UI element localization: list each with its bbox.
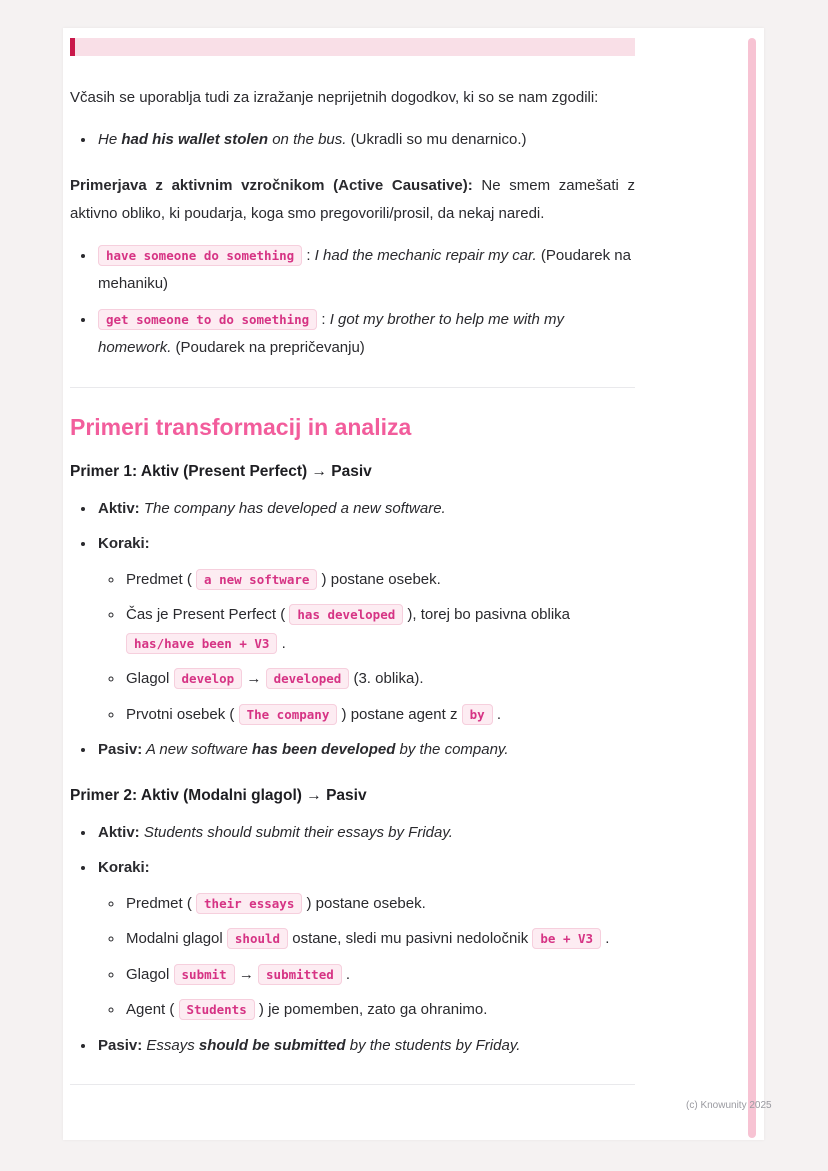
text: Koraki:	[98, 535, 150, 553]
text: Modalni glagol	[126, 930, 227, 948]
page-edge-accent	[748, 38, 756, 1138]
text: I had the mechanic repair my car.	[314, 246, 537, 264]
text: .	[277, 634, 286, 652]
text: Aktiv:	[98, 823, 140, 841]
koraki-sublist	[98, 890, 635, 1025]
text: has been developed	[251, 741, 396, 759]
text: ) postane agent z	[337, 705, 462, 723]
example-1-title: Primer 1: Aktiv (Present Perfect) → Pasiv	[70, 462, 372, 480]
text: by the company.	[395, 741, 509, 759]
text: →	[242, 670, 266, 688]
text: .	[492, 705, 502, 723]
text: .	[601, 930, 610, 948]
text: Prvotni osebek (	[126, 705, 239, 723]
code-chip: has developed	[289, 604, 403, 625]
code-chip: develop	[174, 668, 243, 689]
text: Včasih se uporablja tudi za izražanje neprijetnih dogodkov, ki so se nam zgodili:	[70, 89, 599, 106]
list-item	[96, 126, 635, 155]
list-item	[124, 961, 635, 990]
code-chip: Students	[179, 999, 255, 1020]
list-item	[124, 566, 635, 595]
text: ) je pomemben, zato ga ohranimo.	[254, 1001, 488, 1019]
list-item	[124, 665, 635, 694]
divider	[70, 387, 635, 388]
causative-paragraph	[70, 172, 635, 228]
text: .	[341, 965, 351, 983]
intro-paragraph	[70, 84, 635, 112]
list-item-koraki	[96, 530, 635, 729]
code-chip: their essays	[196, 893, 302, 914]
text: (Poudarek na mehaniku)	[98, 246, 631, 293]
text: A new software	[142, 741, 252, 759]
text: Ne smem zamešati z aktivno obliko, ki poudarja, koga smo pregovorili/prosil, da nekaj naredi.	[70, 177, 635, 222]
code-chip: be + V3	[532, 928, 601, 949]
copyright-watermark: (c) Knowunity 2025	[686, 1100, 772, 1111]
list-item	[96, 306, 635, 363]
list-item	[124, 890, 635, 919]
text: by the students by Friday.	[345, 1036, 521, 1054]
text: Predmet (	[126, 570, 197, 588]
text: Students should submit their essays by Friday.	[139, 823, 453, 841]
text: He	[98, 130, 122, 148]
code-chip: get someone to do something	[98, 309, 317, 330]
text: Pasiv:	[98, 1036, 143, 1054]
text: Agent (	[126, 1001, 179, 1019]
text: ) postane osebek.	[317, 570, 441, 588]
text: on the bus.	[268, 130, 347, 148]
text: Pasiv:	[98, 741, 143, 759]
text: I got my brother to help me with my homework.	[98, 310, 564, 357]
code-chip: have someone do something	[98, 245, 302, 266]
example-1-list	[70, 495, 635, 765]
text: :	[317, 310, 330, 328]
code-chip: submitted	[258, 964, 342, 985]
code-chip: should	[227, 928, 288, 949]
list-item-pasiv	[96, 1032, 635, 1061]
text: (Poudarek na prepričevanju)	[171, 339, 365, 357]
text: (3. oblika).	[349, 670, 424, 688]
text: Koraki:	[98, 859, 150, 877]
list-item-pasiv	[96, 736, 635, 765]
section-heading: Primeri transformacij in analiza	[70, 413, 412, 440]
text: Aktiv:	[98, 499, 140, 517]
text: Glagol	[126, 965, 174, 983]
causative-list	[70, 242, 635, 363]
list-item-aktiv	[96, 819, 635, 848]
text: ostane, sledi mu pasivni nedoločnik	[288, 930, 533, 948]
example-2-list	[70, 819, 635, 1061]
text: Essays	[142, 1036, 199, 1054]
list-item-koraki	[96, 854, 635, 1025]
text: Primerjava z aktivnim vzročnikom (Active Causative):	[70, 177, 473, 195]
example-2-title: Primer 2: Aktiv (Modalni glagol) → Pasiv	[70, 786, 367, 804]
list-item	[124, 925, 635, 954]
code-chip: submit	[174, 964, 235, 985]
code-chip: a new software	[196, 569, 317, 590]
code-chip: by	[462, 704, 493, 725]
document-page	[63, 28, 764, 1140]
wallet-example-list	[70, 126, 635, 155]
code-chip: developed	[266, 668, 350, 689]
text: ), torej bo pasivna oblika	[403, 606, 571, 624]
content-column	[70, 36, 635, 1109]
text: should be submitted	[198, 1036, 346, 1054]
text: ) postane osebek.	[302, 894, 426, 912]
list-item	[96, 242, 635, 299]
list-item	[124, 601, 635, 658]
divider	[70, 1084, 635, 1085]
list-item-aktiv	[96, 495, 635, 524]
text: The company has developed a new software.	[139, 499, 446, 517]
text: Predmet (	[126, 894, 197, 912]
list-item	[124, 701, 635, 730]
code-chip: has/have been + V3	[126, 633, 277, 654]
text: Glagol	[126, 670, 174, 688]
koraki-sublist	[98, 566, 635, 730]
code-chip: The company	[239, 704, 338, 725]
text: (Ukradli so mu denarnico.)	[346, 130, 527, 148]
text: :	[302, 246, 315, 264]
list-item	[124, 996, 635, 1025]
text: →	[234, 965, 259, 983]
text: had his wallet stolen	[121, 130, 269, 148]
text: Čas je Present Perfect (	[126, 606, 290, 624]
highlight-bar	[70, 38, 635, 56]
